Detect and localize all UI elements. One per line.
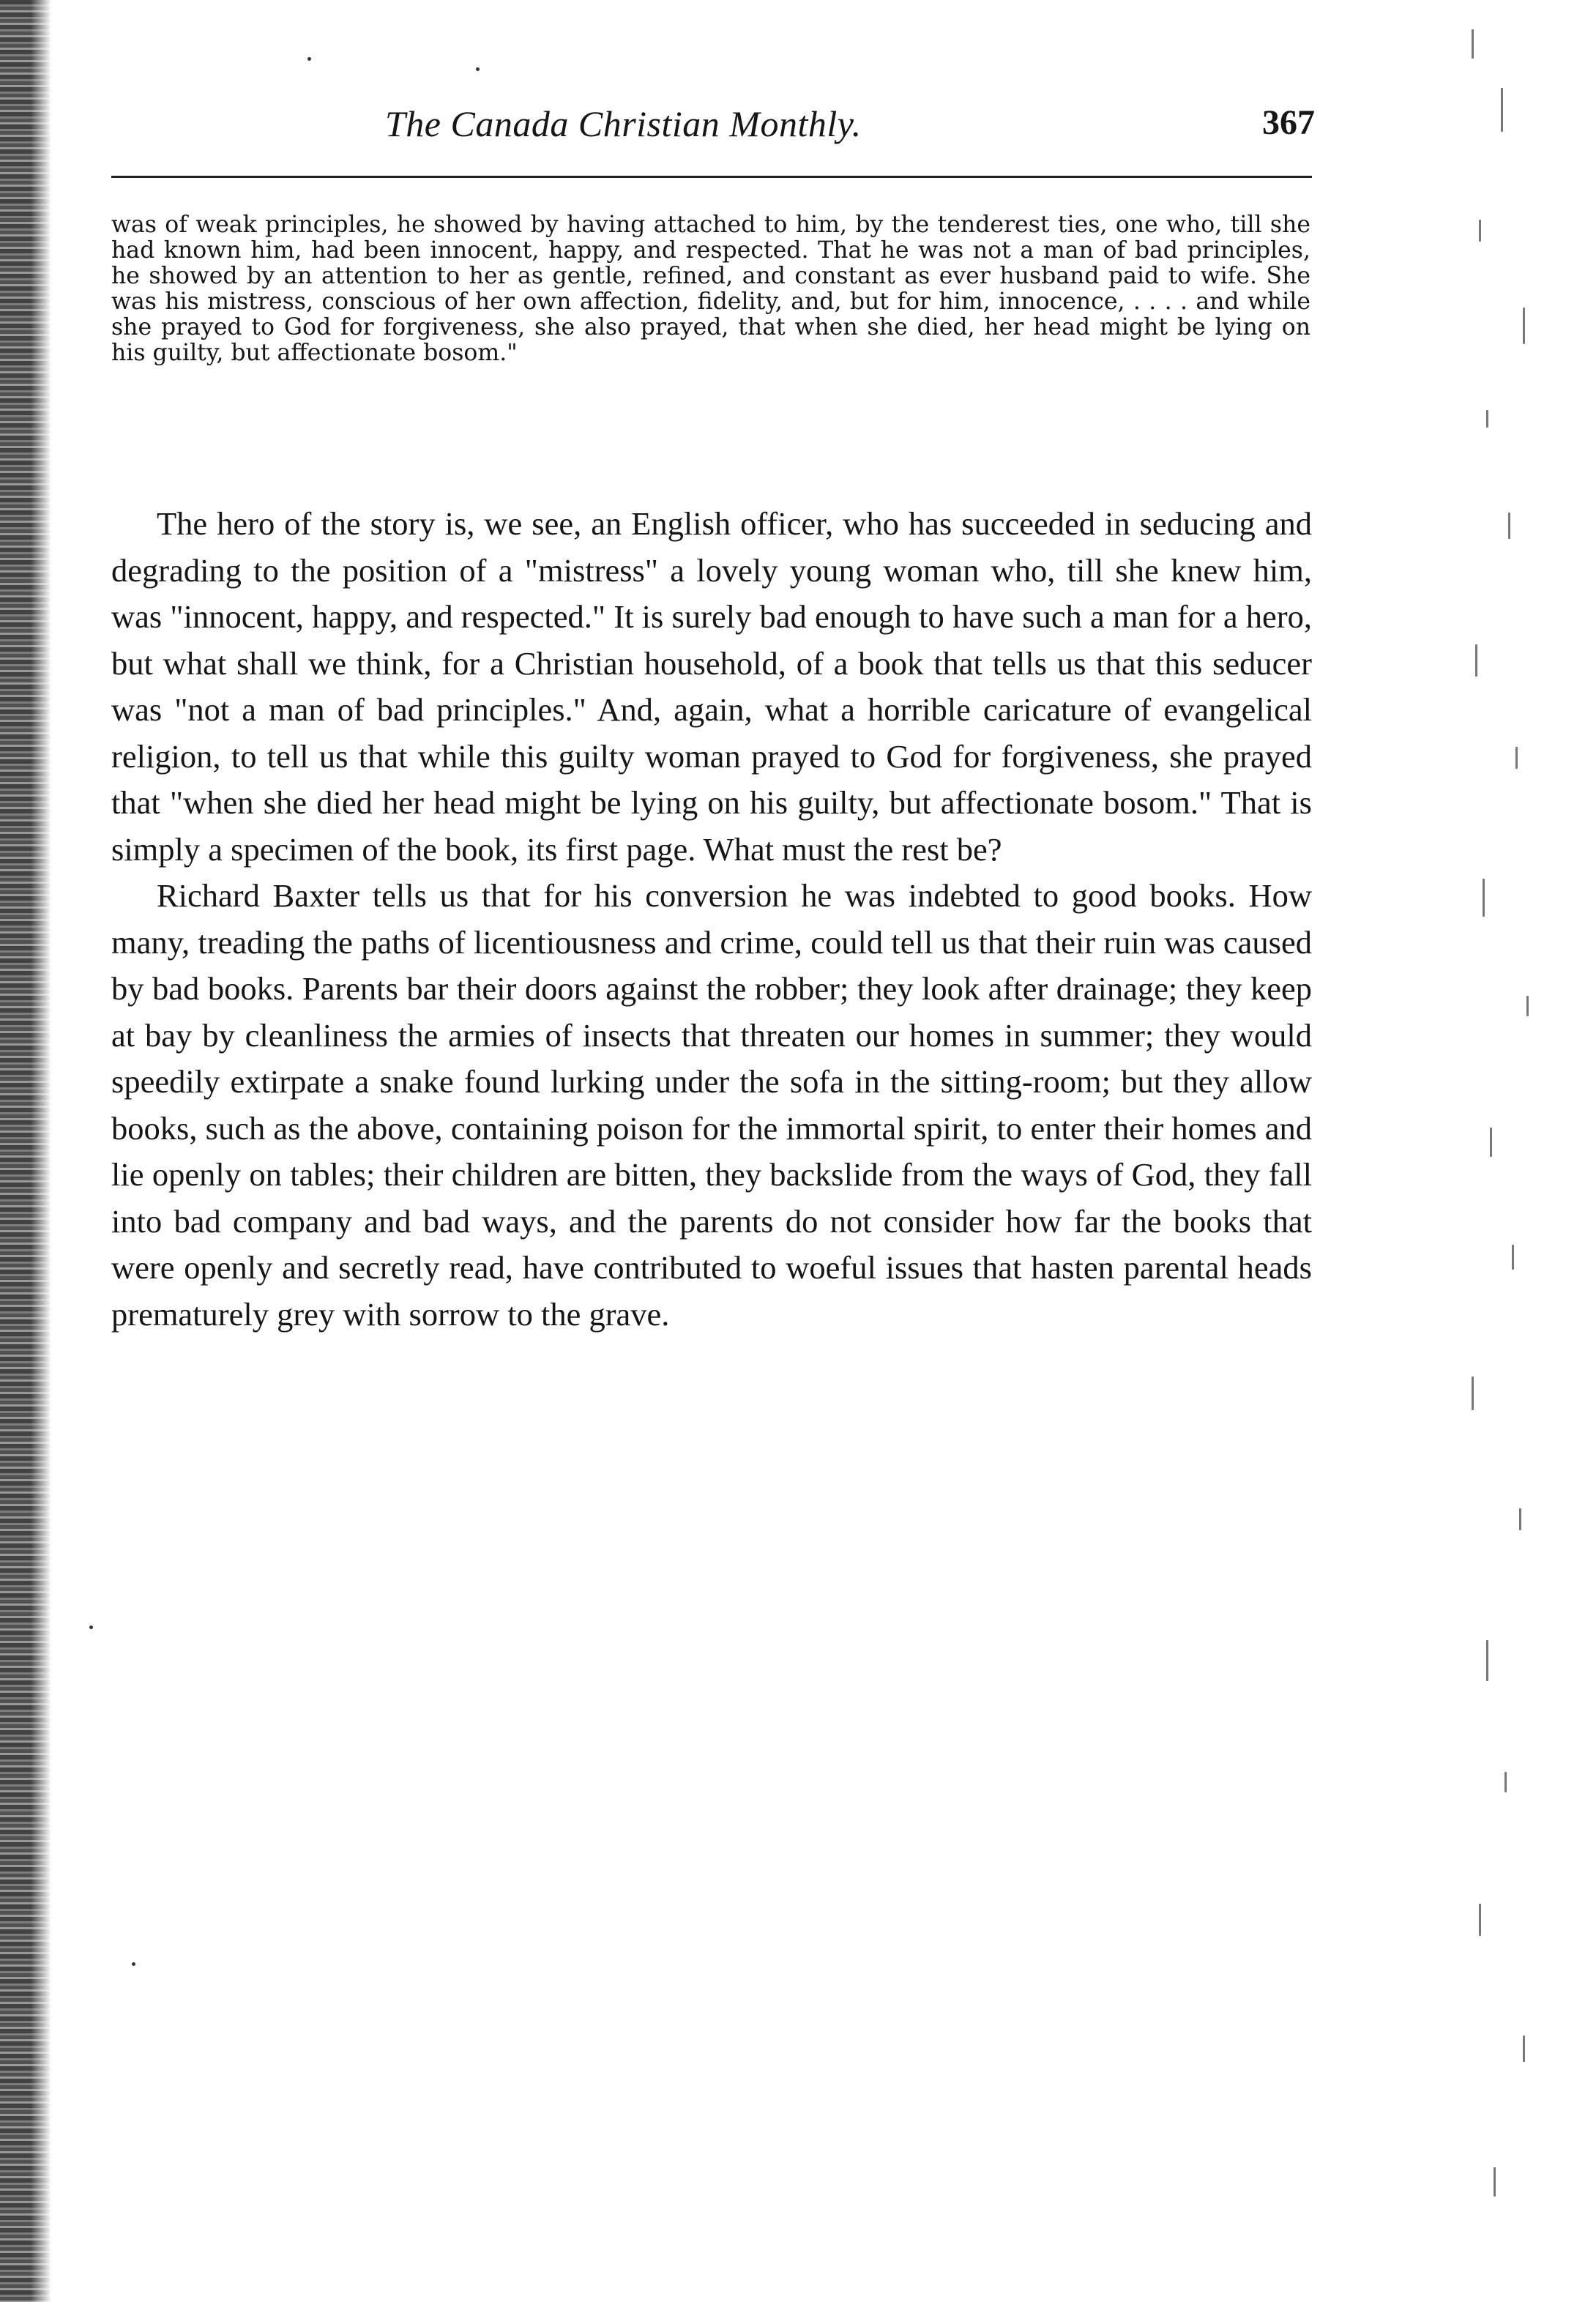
margin-specks — [1457, 0, 1596, 2302]
scanned-page-edge — [0, 0, 51, 2302]
page-header — [114, 103, 1315, 154]
stray-mark — [476, 67, 480, 71]
quoted-excerpt-text: was of weak principles, he showed by having attached to him, by the tenderest ties, one who, till she had known him, had been innocent, happy, and respected. That he was not a man of bad principles, he showed by an attention to her as gentle, refined, and constant as ever husband paid to wife. She was his mistress, conscious of her own affection, fidelity, and, but for him, innocence, . . . . and while she prayed to God for forgiveness, she also prayed, that when she died, her head might be lying on his guilty, but affectionate bosom." — [111, 212, 1310, 366]
page-number: 367 — [1262, 103, 1315, 142]
stray-mark — [89, 1625, 93, 1629]
running-title: The Canada Christian Monthly. — [385, 103, 862, 144]
paragraph-1: The hero of the story is, we see, an English officer, who has succeeded in seducing and degrading to the position of a "mistress" a lovely young woman who, till she knew him, was "innocent, happy, and respected." It is surely bad enough to have such a man for a hero, but what shall we think, for a Christian household, of a book that tells us that this seducer was "not a man of bad principles." And, again, what a horrible caricature of evangelical religion, to tell us that while this guilty woman prayed to God for forgiveness, she prayed that "when she died her head might be lying on his guilty, but affectionate bosom." That is simply a specimen of the book, its first page. What must the rest be? — [111, 505, 1312, 868]
stray-mark — [132, 1962, 135, 1966]
stray-mark — [307, 57, 311, 61]
article-body — [111, 501, 1312, 1338]
paragraph-2: Richard Baxter tells us that for his conversion he was indebted to good books. How many, treading the paths of licentiousness and crime, could tell us that their ruin was caused by bad books. Parents bar their doors against the robber; they look after drainage; they keep at bay by cleanliness the armies of insects that threaten our homes in summer; they would speedily extirpate a snake found lurking under the sofa in the sitting-room; but they allow books, such as the above, containing poison for the immortal spirit, to enter their homes and lie openly on tables; their children are bitten, they backslide from the ways of God, they fall into bad company and bad ways, and the parents do not consider how far the books that were openly and secretly read, have contributed to woeful issues that hasten parental heads prematurely grey with sorrow to the grave. — [111, 877, 1312, 1333]
header-rule — [111, 176, 1312, 178]
quoted-excerpt — [111, 212, 1310, 366]
